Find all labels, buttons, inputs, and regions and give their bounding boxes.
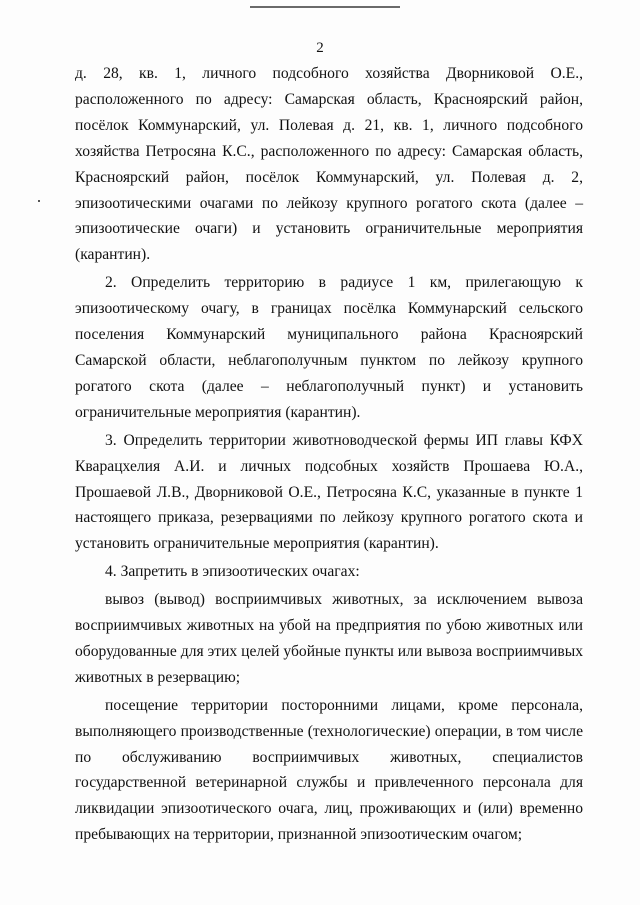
- paragraph-prohibition-visits: посещение территории посторонними лицами, кроме персонала, выполняющего производственные (технологические) операции, в том числе по обслуживанию восприимчивых животных, специалистов государственной ветеринарной службы и привлеченного персонала для ликвидации эпизоотического очага, лиц, проживающих и (или) временно пребывающих на территории, признанной эпизоотическим очагом;: [75, 696, 583, 844]
- top-edge-rule: [250, 6, 400, 8]
- paragraph-item-2: 2. Определить территорию в радиусе 1 км, прилегающую к эпизоотическому очагу, в границах посёлка Коммунарский сельского поселения Коммунарский муниципального района Красноярский Самарской области, неблагополучным пунктом по лейкозу крупного рогатого скота (далее – неблагополучный пункт) и установить ограничительные мероприятия (карантин).: [75, 274, 583, 421]
- paragraph-continuation: д. 28, кв. 1, личного подсобного хозяйства Дворниковой О.Е., расположенного по адресу: Самарская область, Красноярский район, посёлок Коммунарский, ул. Полевая д. 21, кв. 1, личного подсобного хозяйства Петросяна К.С., расположенного по адресу: Самарская область, Красноярский район, посёлок Коммунарский, ул. Полевая д. 2, эпизоотическими очагами по лейкозу крупного рогатого скота (далее – эпизоотические очаги) и установить ограничительные мероприятия (карантин).: [75, 65, 583, 264]
- margin-speck: [38, 200, 40, 202]
- paragraph-item-3: 3. Определить территории животноводческой фермы ИП главы КФХ Кварацхелия А.И. и личных подсобных хозяйств Прошаева Ю.А., Прошаевой Л.В., Дворниковой О.Е., Петросяна К.С, указанные в пункте 1 настоящего приказа, резервациями по лейкозу крупного рогатого скота и установить ограничительные мероприятия (карантин).: [75, 431, 583, 553]
- document-body: [75, 61, 583, 848]
- page-number: 2: [316, 40, 324, 56]
- paragraph-prohibition-removal: вывоз (вывод) восприимчивых животных, за исключением вывоза восприимчивых животных на убой на предприятия по убою животных или оборудованные для этих целей убойные пункты или вывоза восприимчивых животных в резервацию;: [75, 591, 583, 686]
- paragraph-item-4: 4. Запретить в эпизоотических очагах:: [105, 563, 360, 581]
